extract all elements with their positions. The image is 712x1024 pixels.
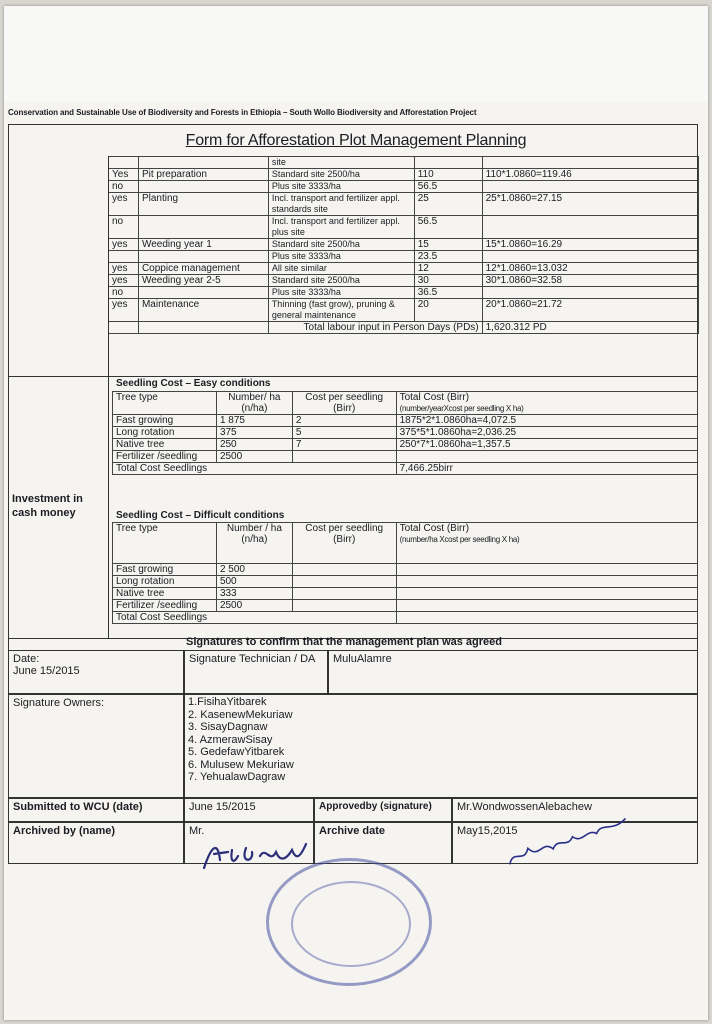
official-seal-icon bbox=[266, 858, 432, 986]
labour-calculation bbox=[482, 216, 698, 239]
labour-calculation bbox=[482, 287, 698, 299]
labour-row bbox=[109, 216, 699, 239]
difficult-header-number: Number / ha (n/ha) bbox=[216, 523, 292, 564]
difficult-row bbox=[113, 564, 698, 576]
labour-quantity: 20 bbox=[414, 299, 482, 322]
difficult-number: 2500 bbox=[216, 600, 292, 612]
difficult-total bbox=[396, 564, 697, 576]
easy-header-number: Number/ ha (n/ha) bbox=[216, 392, 292, 415]
easy-row bbox=[113, 451, 698, 463]
date-label: Date: bbox=[13, 653, 40, 665]
labour-calculation: 110*1.0860=119.46 bbox=[482, 169, 698, 181]
labour-flag bbox=[109, 157, 139, 169]
labour-row bbox=[109, 157, 699, 169]
signatures-title: Signatures to confirm that the management plan was agreed bbox=[186, 636, 503, 648]
difficult-header-tree: Tree type bbox=[113, 523, 217, 564]
labour-spec: All site similar bbox=[268, 263, 414, 275]
labour-flag: yes bbox=[109, 263, 139, 275]
approved-label: Approvedby (signature) bbox=[314, 798, 452, 822]
owner-name: 7. YehualawDagraw bbox=[188, 771, 286, 783]
easy-header-total-label: Total Cost (Birr) bbox=[399, 392, 470, 403]
easy-tree-type: Long rotation bbox=[113, 427, 217, 439]
labour-calculation bbox=[482, 157, 698, 169]
difficult-tree-type: Fast growing bbox=[113, 564, 217, 576]
handwritten-signature-icon bbox=[200, 838, 310, 872]
labour-row bbox=[109, 299, 699, 322]
easy-header-row bbox=[113, 392, 698, 415]
labour-spec: Incl. transport and fertilizer appl. standards site bbox=[268, 193, 414, 216]
form-title: Form for Afforestation Plot Management Planning bbox=[185, 132, 527, 149]
submitted-value: June 15/2015 bbox=[184, 798, 314, 822]
labour-quantity: 110 bbox=[414, 169, 482, 181]
labour-flag: Yes bbox=[109, 169, 139, 181]
easy-cost: 7 bbox=[292, 439, 396, 451]
labour-activity: Planting bbox=[138, 193, 268, 216]
labour-row bbox=[109, 169, 699, 181]
labour-activity bbox=[138, 216, 268, 239]
difficult-total bbox=[396, 576, 697, 588]
difficult-number: 333 bbox=[216, 588, 292, 600]
easy-tree-type: Fast growing bbox=[113, 415, 217, 427]
labour-spec: Standard site 2500/ha bbox=[268, 169, 414, 181]
labour-quantity bbox=[414, 157, 482, 169]
difficult-cost bbox=[292, 600, 396, 612]
easy-total-row bbox=[113, 463, 698, 475]
labour-calculation: 12*1.0860=13.032 bbox=[482, 263, 698, 275]
labour-flag: yes bbox=[109, 299, 139, 322]
technician-value: MuluAlamre bbox=[328, 650, 698, 694]
labour-spec: Thinning (fast grow), pruning & general maintenance bbox=[268, 299, 414, 322]
difficult-cost bbox=[292, 576, 396, 588]
labour-quantity: 12 bbox=[414, 263, 482, 275]
owners-label: Signature Owners: bbox=[8, 694, 184, 798]
labour-quantity: 15 bbox=[414, 239, 482, 251]
labour-row bbox=[109, 263, 699, 275]
labour-spec: Plus site 3333/ha bbox=[268, 181, 414, 193]
easy-total-value: 7,466.25birr bbox=[396, 463, 697, 475]
labour-activity: Weeding year 1 bbox=[138, 239, 268, 251]
difficult-row bbox=[113, 588, 698, 600]
difficult-total bbox=[396, 600, 697, 612]
difficult-header-row bbox=[113, 523, 698, 564]
easy-header-tree: Tree type bbox=[113, 392, 217, 415]
labour-table bbox=[108, 156, 699, 334]
labour-flag: yes bbox=[109, 193, 139, 216]
labour-calculation: 15*1.0860=16.29 bbox=[482, 239, 698, 251]
labour-flag bbox=[109, 251, 139, 263]
labour-row bbox=[109, 181, 699, 193]
easy-number: 250 bbox=[216, 439, 292, 451]
labour-activity: Pit preparation bbox=[138, 169, 268, 181]
easy-number: 1 875 bbox=[216, 415, 292, 427]
easy-total: 250*7*1.0860ha=1,357.5 bbox=[396, 439, 697, 451]
easy-header-total-sub: (number/yearXcost per seedling X ha) bbox=[399, 404, 524, 413]
divider bbox=[8, 376, 698, 377]
labour-calculation bbox=[482, 251, 698, 263]
left-column-divider bbox=[108, 156, 109, 638]
labour-activity bbox=[138, 251, 268, 263]
owner-name: 5. GedefawYitbarek bbox=[188, 746, 285, 758]
approved-value: Mr.WondwossenAlebachew bbox=[452, 798, 698, 822]
labour-spec: Plus site 3333/ha bbox=[268, 251, 414, 263]
technician-label: Signature Technician / DA bbox=[184, 650, 328, 694]
difficult-header-cost: Cost per seedling (Birr) bbox=[292, 523, 396, 564]
labour-flag: no bbox=[109, 181, 139, 193]
labour-row bbox=[109, 193, 699, 216]
easy-seedling-table bbox=[112, 391, 698, 475]
labour-quantity: 25 bbox=[414, 193, 482, 216]
difficult-total bbox=[396, 588, 697, 600]
owner-name: 4. AzmerawSisay bbox=[188, 733, 273, 746]
labour-spec: Plus site 3333/ha bbox=[268, 287, 414, 299]
easy-cost bbox=[292, 451, 396, 463]
labour-quantity: 56.5 bbox=[414, 181, 482, 193]
difficult-tree-type: Native tree bbox=[113, 588, 217, 600]
labour-calculation: 25*1.0860=27.15 bbox=[482, 193, 698, 216]
owner-name: 3. SisayDagnaw bbox=[188, 721, 268, 733]
labour-activity: Maintenance bbox=[138, 299, 268, 322]
owner-name: 2. KasenewMekuriaw bbox=[188, 708, 293, 721]
labour-flag: no bbox=[109, 216, 139, 239]
difficult-row bbox=[113, 600, 698, 612]
difficult-cost bbox=[292, 564, 396, 576]
labour-total-value: 1,620.312 PD bbox=[482, 322, 698, 334]
labour-quantity: 30 bbox=[414, 275, 482, 287]
easy-total bbox=[396, 451, 697, 463]
labour-spec: Standard site 2500/ha bbox=[268, 239, 414, 251]
difficult-number: 500 bbox=[216, 576, 292, 588]
labour-activity bbox=[138, 181, 268, 193]
labour-activity bbox=[138, 157, 268, 169]
difficult-section-title: Seedling Cost – Difficult conditions bbox=[116, 510, 285, 521]
archived-label: Archived by (name) bbox=[8, 822, 184, 864]
owners-list bbox=[188, 696, 294, 784]
labour-calculation: 30*1.0860=32.58 bbox=[482, 275, 698, 287]
labour-calculation: 20*1.0860=21.72 bbox=[482, 299, 698, 322]
labour-spec: Incl. transport and fertilizer appl. plus site bbox=[268, 216, 414, 239]
easy-tree-type: Native tree bbox=[113, 439, 217, 451]
labour-flag: yes bbox=[109, 239, 139, 251]
easy-row bbox=[113, 427, 698, 439]
labour-row bbox=[109, 251, 699, 263]
difficult-cost bbox=[292, 588, 396, 600]
labour-row bbox=[109, 239, 699, 251]
easy-cost: 2 bbox=[292, 415, 396, 427]
difficult-header-total bbox=[396, 523, 697, 564]
easy-row bbox=[113, 415, 698, 427]
easy-header-total bbox=[396, 392, 697, 415]
labour-activity: Weeding year 2-5 bbox=[138, 275, 268, 287]
owner-name: 1.FisihaYitbarek bbox=[188, 696, 267, 708]
labour-flag: yes bbox=[109, 275, 139, 287]
submitted-label: Submitted to WCU (date) bbox=[8, 798, 184, 822]
blank-top-margin bbox=[4, 6, 708, 102]
labour-activity: Coppice management bbox=[138, 263, 268, 275]
archived-value: Mr. bbox=[184, 822, 314, 864]
easy-tree-type: Fertilizer /seedling bbox=[113, 451, 217, 463]
project-header: Conservation and Sustainable Use of Biodiversity and Forests in Ethiopia – South Wollo Biodiversity and Afforestation Project bbox=[8, 108, 477, 117]
difficult-tree-type: Fertilizer /seedling bbox=[113, 600, 217, 612]
difficult-total-label: Total Cost Seedlings bbox=[113, 612, 397, 624]
difficult-number: 2 500 bbox=[216, 564, 292, 576]
easy-total: 375*5*1.0860ha=2,036.25 bbox=[396, 427, 697, 439]
easy-row bbox=[113, 439, 698, 451]
difficult-header-total-sub: (number/ha Xcost per seedling X ha) bbox=[399, 535, 520, 544]
labour-quantity: 56.5 bbox=[414, 216, 482, 239]
difficult-total-row bbox=[113, 612, 698, 624]
labour-total-label: Total labour input in Person Days (PDs) bbox=[268, 322, 482, 334]
difficult-row bbox=[113, 576, 698, 588]
labour-quantity: 23.5 bbox=[414, 251, 482, 263]
archive-date-label: Archive date bbox=[314, 822, 452, 864]
easy-header-cost: Cost per seedling (Birr) bbox=[292, 392, 396, 415]
easy-number: 375 bbox=[216, 427, 292, 439]
labour-row bbox=[109, 275, 699, 287]
easy-cost: 5 bbox=[292, 427, 396, 439]
labour-activity bbox=[138, 287, 268, 299]
date-cell bbox=[8, 650, 184, 694]
difficult-total-value bbox=[396, 612, 697, 624]
archive-date-value: May15,2015 bbox=[452, 822, 698, 864]
easy-section-title: Seedling Cost – Easy conditions bbox=[116, 378, 271, 389]
labour-row bbox=[109, 287, 699, 299]
difficult-seedling-table bbox=[112, 522, 698, 624]
labour-quantity: 36.5 bbox=[414, 287, 482, 299]
labour-calculation bbox=[482, 181, 698, 193]
easy-number: 2500 bbox=[216, 451, 292, 463]
labour-spec: site bbox=[268, 157, 414, 169]
labour-total-row bbox=[109, 322, 699, 334]
difficult-header-total-label: Total Cost (Birr) bbox=[399, 523, 470, 534]
difficult-tree-type: Long rotation bbox=[113, 576, 217, 588]
labour-flag: no bbox=[109, 287, 139, 299]
owner-name: 6. Mulusew Mekuriaw bbox=[188, 758, 294, 771]
easy-total-label: Total Cost Seedlings bbox=[113, 463, 397, 475]
investment-label: Investment in cash money bbox=[12, 493, 83, 519]
date-value: June 15/2015 bbox=[13, 665, 80, 677]
labour-spec: Standard site 2500/ha bbox=[268, 275, 414, 287]
document-page bbox=[4, 6, 708, 1020]
easy-total: 1875*2*1.0860ha=4,072.5 bbox=[396, 415, 697, 427]
